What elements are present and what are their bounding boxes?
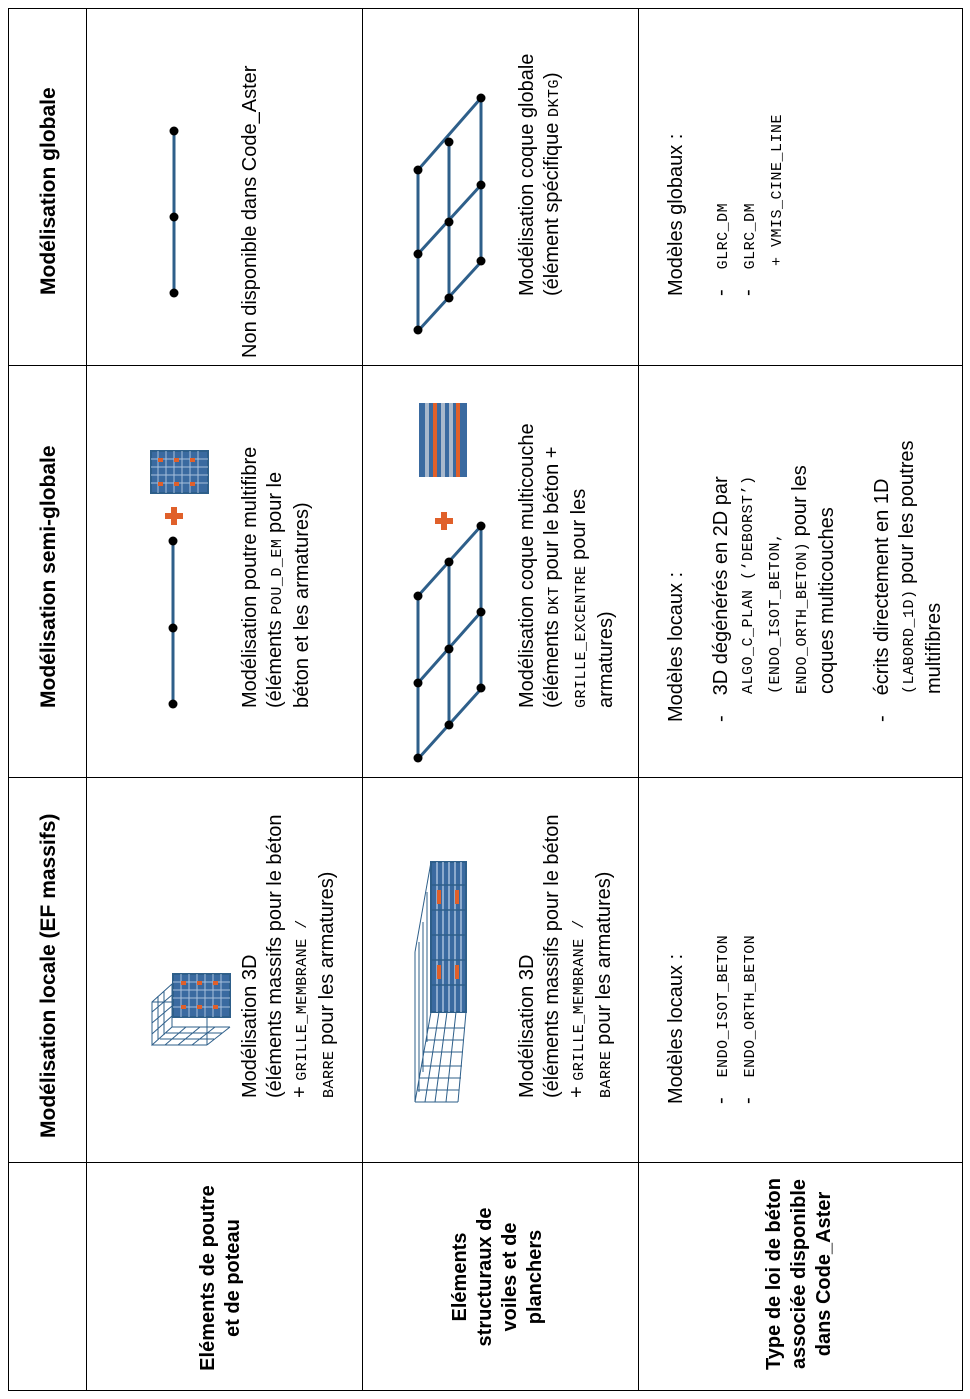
- code-fragment: GRILLE_EXCENTRE: [573, 565, 590, 708]
- text-fragment: pour le béton +: [541, 446, 563, 587]
- text-fragment: (élément spécifique: [541, 117, 563, 296]
- loi-locale-cell: [664, 935, 763, 1104]
- text-line: Modélisation coque globale: [516, 53, 538, 296]
- poutre-globale-text: Non disponible dans Code_Aster: [239, 65, 261, 358]
- code-fragment: (ENDO_ISOT_BETON,: [767, 532, 784, 694]
- code-fragment: DKT: [546, 586, 563, 615]
- code-fragment: GRILLE_MEMBRANE /: [571, 919, 588, 1081]
- text-line: Modélisation 3D: [239, 954, 261, 1098]
- header-semi-globale: Modélisation semi-globale: [37, 445, 60, 708]
- code-fragment: POU_D_EM: [269, 538, 286, 615]
- row-label-line: dans Code_Aster: [813, 1191, 835, 1357]
- code-fragment: (LABORD_1D): [901, 589, 918, 694]
- row-label-line: planchers: [524, 1229, 546, 1325]
- code-fragment: ENDO_ORTH_BETON: [742, 934, 759, 1078]
- list-item: [763, 114, 790, 296]
- header-locale: Modélisation locale (EF massifs): [37, 813, 60, 1138]
- text-line: armatures): [595, 611, 617, 708]
- list-item: [709, 440, 734, 722]
- text-fragment: pour le: [264, 471, 286, 539]
- row-label-line: Type de loi de béton: [763, 1178, 785, 1370]
- bullet: -: [710, 289, 732, 296]
- list-item: [736, 935, 763, 1104]
- text-fragment: ): [541, 72, 563, 79]
- header-globale: Modélisation globale: [37, 87, 60, 295]
- list-item: [709, 114, 736, 296]
- list-item: [709, 935, 736, 1104]
- code-fragment: GLRC_DM: [742, 202, 759, 270]
- list-item: [870, 440, 895, 722]
- code-fragment: ENDO_ORTH_BETON): [794, 541, 811, 694]
- text-line: [565, 815, 592, 1098]
- bullet: -: [871, 715, 893, 722]
- row-label-line: voiles et de: [499, 1222, 521, 1332]
- text-line: [734, 440, 761, 722]
- text-fragment: +: [289, 1080, 311, 1098]
- text-line: [761, 440, 788, 722]
- cell-title: Modèles locaux :: [665, 953, 687, 1104]
- text-line: [592, 815, 619, 1098]
- code-fragment: GLRC_DM: [715, 202, 732, 270]
- code-fragment: BARRE: [321, 1050, 338, 1098]
- code-fragment: GRILLE_MEMBRANE /: [294, 919, 311, 1081]
- code-fragment: BARRE: [598, 1050, 615, 1098]
- bullet: -: [737, 289, 759, 296]
- text-fragment: 3D dégénérés en 2D par: [710, 476, 732, 696]
- text-line: Modélisation coque multicouche: [516, 423, 538, 708]
- text-line: (éléments massifs pour le béton: [264, 814, 286, 1098]
- row-label-line: associée disponible: [788, 1178, 810, 1370]
- cell-title: Modèles globaux :: [665, 133, 687, 296]
- bullet: -: [710, 1097, 732, 1104]
- code-fragment: ALGO_C_PLAN (‘DEBORST’): [740, 475, 757, 694]
- text-line: Modélisation 3D: [516, 954, 538, 1098]
- loi-globale-cell: [664, 114, 790, 296]
- code-fragment: DKTG: [546, 79, 563, 118]
- text-fragment: (éléments: [541, 614, 563, 708]
- row-label-line: et de poteau: [222, 1219, 244, 1337]
- text-fragment: pour les: [568, 488, 590, 566]
- text-line: [788, 440, 815, 722]
- text-fragment: +: [566, 1080, 588, 1098]
- list-item: [736, 114, 763, 296]
- bullet: -: [737, 1097, 759, 1104]
- code-fragment: ENDO_ISOT_BETON: [715, 934, 732, 1078]
- row-label-line: Eléments: [449, 1232, 471, 1322]
- loi-semi-cell: [664, 440, 947, 722]
- code-fragment: + VMIS_CINE_LINE: [769, 113, 786, 266]
- text-fragment: écrits directement en 1D: [871, 478, 893, 696]
- text-line: (éléments massifs pour le béton: [541, 814, 563, 1098]
- text-fragment: pour les: [789, 465, 811, 542]
- text-line: [895, 440, 922, 722]
- text-fragment: pour les armatures): [316, 871, 338, 1051]
- bullet: -: [710, 715, 732, 722]
- row-label-line: Eléments de poutre: [197, 1185, 219, 1371]
- row-label-line: structuraux de: [474, 1207, 496, 1347]
- voiles-locale-text: [515, 815, 619, 1098]
- text-fragment: (éléments: [264, 614, 286, 708]
- text-line: multifibres: [923, 602, 945, 694]
- text-line: Modélisation poutre multifibre: [239, 446, 261, 708]
- text-line: coques multicouches: [816, 507, 838, 694]
- cell-title: Modèles locaux :: [665, 571, 687, 722]
- text-fragment: pour les poutres: [896, 440, 918, 590]
- text-line: béton et les armatures): [291, 502, 313, 708]
- text-fragment: pour les armatures): [593, 871, 615, 1051]
